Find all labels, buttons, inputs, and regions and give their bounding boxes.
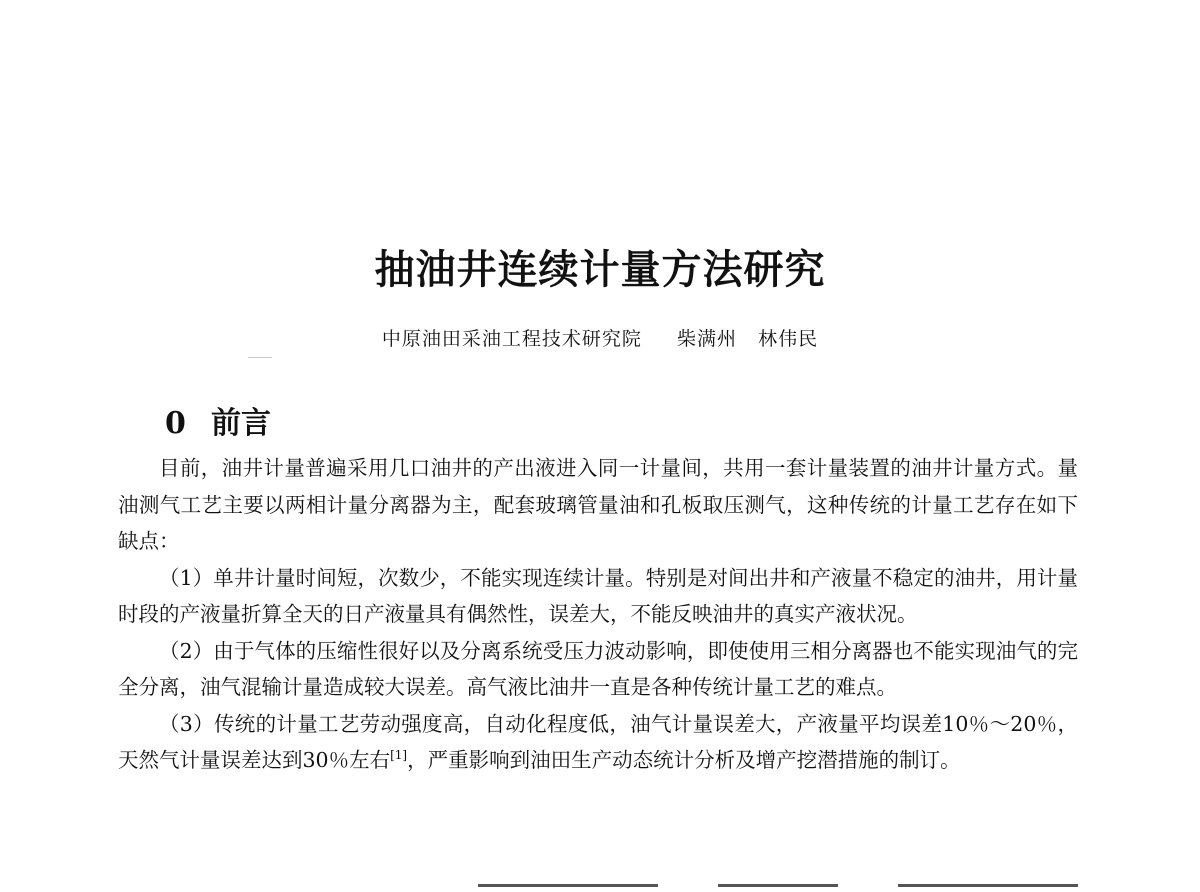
section-heading [165, 398, 271, 442]
paragraph-text: ，严重影响到油田生产动态统计分析及增产挖潜措施的制订。 [407, 748, 961, 772]
section-title: 前言 [211, 406, 271, 441]
paragraph: （1）单井计量时间短，次数少，不能实现连续计量。特别是对间出井和产液量不稳定的油井，用计量时段的产液量折算全天的日产液量具有偶然性，误差大，不能反映油井的真实产液状况。 [118, 565, 1078, 626]
citation-marker: [1] [390, 748, 408, 762]
author-name: 林伟民 [758, 328, 819, 350]
body-text [118, 450, 1078, 779]
cut-off-next-line [118, 884, 1078, 892]
cut-off-text-fragment [718, 884, 838, 887]
paragraph: 目前，油井计量普遍采用几口油井的产出液进入同一计量间，共用一套计量装置的油井计量方式。量油测气工艺主要以两相计量分离器为主，配套玻璃管量油和孔板取压测气，这种传统的计量工艺存在如下缺点： [118, 456, 1078, 553]
author-name: 柴满州 [677, 328, 738, 350]
paper-title: 抽油井连续计量方法研究 [374, 246, 826, 293]
section-number: 0 [165, 406, 186, 441]
cut-off-text-fragment [478, 884, 658, 887]
author-line [0, 324, 1200, 351]
paragraph-text: （3）传统的计量工艺劳动强度高，自动化程度低，油气计量误差大，产液量平均误差10％～20％，天然气计量误差达到30％左右 [118, 711, 1078, 772]
cut-off-text-fragment [898, 884, 1078, 887]
paragraph [118, 706, 1078, 779]
scan-artifact [248, 357, 272, 358]
paragraph: （2）由于气体的压缩性很好以及分离系统受压力波动影响，即使使用三相分离器也不能实现油气的完全分离，油气混输计量造成较大误差。高气液比油井一直是各种传统计量工艺的难点。 [118, 638, 1078, 699]
affiliation: 中原油田采油工程技术研究院 [381, 328, 642, 350]
